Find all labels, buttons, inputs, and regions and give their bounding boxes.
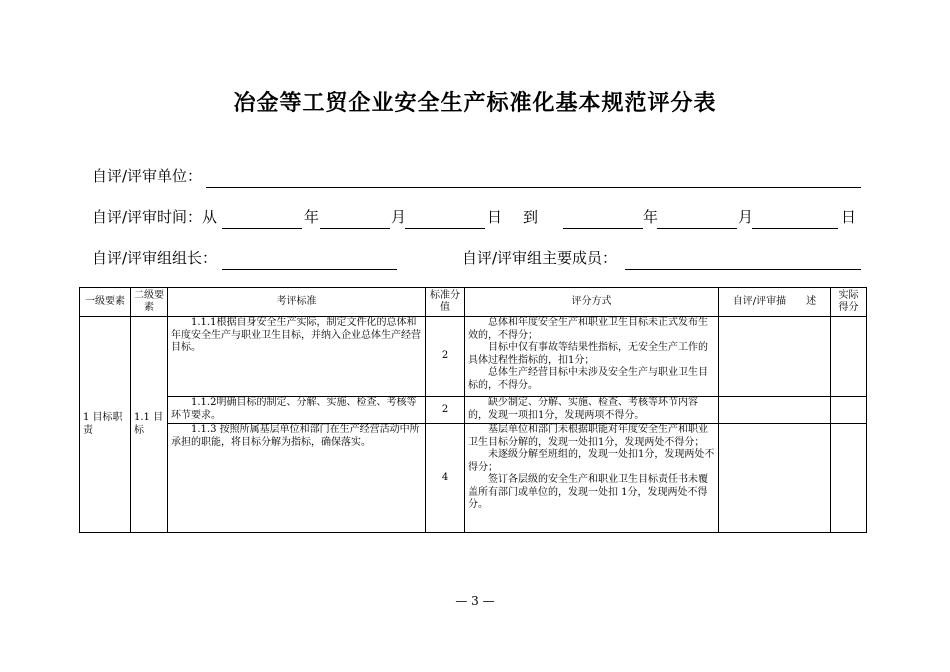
leader-label: 自评/评审组组长： <box>92 249 218 267</box>
method-cell <box>465 424 719 533</box>
header-method: 评分方式 <box>465 288 719 317</box>
end-day-unit: 日 <box>841 208 857 226</box>
page-number: — 3 — <box>455 594 495 608</box>
actual-score-cell[interactable] <box>831 317 867 397</box>
level2-cell: 1.1 目标 <box>131 317 168 533</box>
end-month-field[interactable] <box>657 228 737 229</box>
table-row <box>80 424 867 533</box>
header-level2: 二级要素 <box>131 288 168 317</box>
end-day-field[interactable] <box>752 228 838 229</box>
start-day-unit: 日 <box>487 208 503 226</box>
header-score: 标准分值 <box>426 288 465 317</box>
header-level1: 一级要素 <box>80 288 131 317</box>
start-month-unit: 月 <box>391 208 407 226</box>
self-eval-cell[interactable] <box>719 317 831 397</box>
page-title: 冶金等工贸企业安全生产标准化基本规范评分表 <box>233 91 717 116</box>
criteria-cell <box>168 397 426 424</box>
level1-cell: 1 目标职责 <box>80 317 131 533</box>
score-cell: 4 <box>426 424 465 533</box>
time-label: 自评/评审时间：从 <box>92 208 218 226</box>
method-text: 签订各层级的安全生产和职业卫生目标责任书未覆盖所有部门或单位的，发现一处扣 1分，发现两处不得分。 <box>468 474 708 510</box>
end-month-unit: 月 <box>738 208 754 226</box>
start-year-unit: 年 <box>304 208 320 226</box>
criteria-text: 1.1.1根据自身安全生产实际，制定文件化的总体和年度安全生产与职业卫生目标，并纳入企业总体生产经营目标。 <box>171 317 421 353</box>
self-eval-cell[interactable] <box>719 424 831 533</box>
header-actual: 实际得分 <box>831 288 867 317</box>
to-label: 到 <box>523 208 539 226</box>
end-year-unit: 年 <box>643 208 659 226</box>
table-row <box>80 317 867 397</box>
method-cell <box>465 317 719 397</box>
header-criteria: 考评标准 <box>168 288 426 317</box>
start-month-field[interactable] <box>320 228 390 229</box>
leader-field[interactable] <box>222 269 397 270</box>
members-label: 自评/评审组主要成员： <box>462 249 618 267</box>
method-text: 基层单位和部门未根据职能对年度安全生产和职业卫生目标分解的，发现一处扣1分，发现两处不得分； <box>468 424 708 448</box>
method-text: 目标中仅有事故等结果性指标，无安全生产工作的具体过程性指标的，扣1分； <box>468 342 708 366</box>
unit-field[interactable] <box>206 187 861 188</box>
members-field[interactable] <box>625 269 861 270</box>
end-year-field[interactable] <box>563 228 643 229</box>
method-text: 未逐级分解至班组的，发现一处扣1分，发现两处不得分； <box>468 449 715 473</box>
criteria-text: 1.1.2明确目标的制定、分解、实施、检查、考核等环节要求。 <box>171 397 417 421</box>
start-day-field[interactable] <box>405 228 485 229</box>
criteria-text: 1.1.3 按照所属基层单位和部门在生产经营活动中所承担的职能，将目标分解为指标，确保落实。 <box>171 424 420 448</box>
criteria-cell <box>168 317 426 397</box>
header-self-eval: 自评/评审描 述 <box>719 288 831 317</box>
self-eval-cell[interactable] <box>719 397 831 424</box>
score-cell: 2 <box>426 317 465 397</box>
unit-label: 自评/评审单位： <box>92 167 203 185</box>
actual-score-cell[interactable] <box>831 397 867 424</box>
score-cell: 2 <box>426 397 465 424</box>
score-table <box>79 287 867 533</box>
start-year-field[interactable] <box>222 228 302 229</box>
criteria-cell <box>168 424 426 533</box>
method-text: 总体生产经营目标中未涉及安全生产与职业卫生目标的，不得分。 <box>468 367 708 391</box>
method-cell <box>465 397 719 424</box>
table-row <box>80 397 867 424</box>
method-text: 总体和年度安全生产和职业卫生目标未正式发布生效的，不得分； <box>468 317 708 341</box>
method-text: 缺少制定、分解、实施、检查、考核等环节内容的，发现一项扣1分，发现两项不得分。 <box>468 397 698 421</box>
actual-score-cell[interactable] <box>831 424 867 533</box>
